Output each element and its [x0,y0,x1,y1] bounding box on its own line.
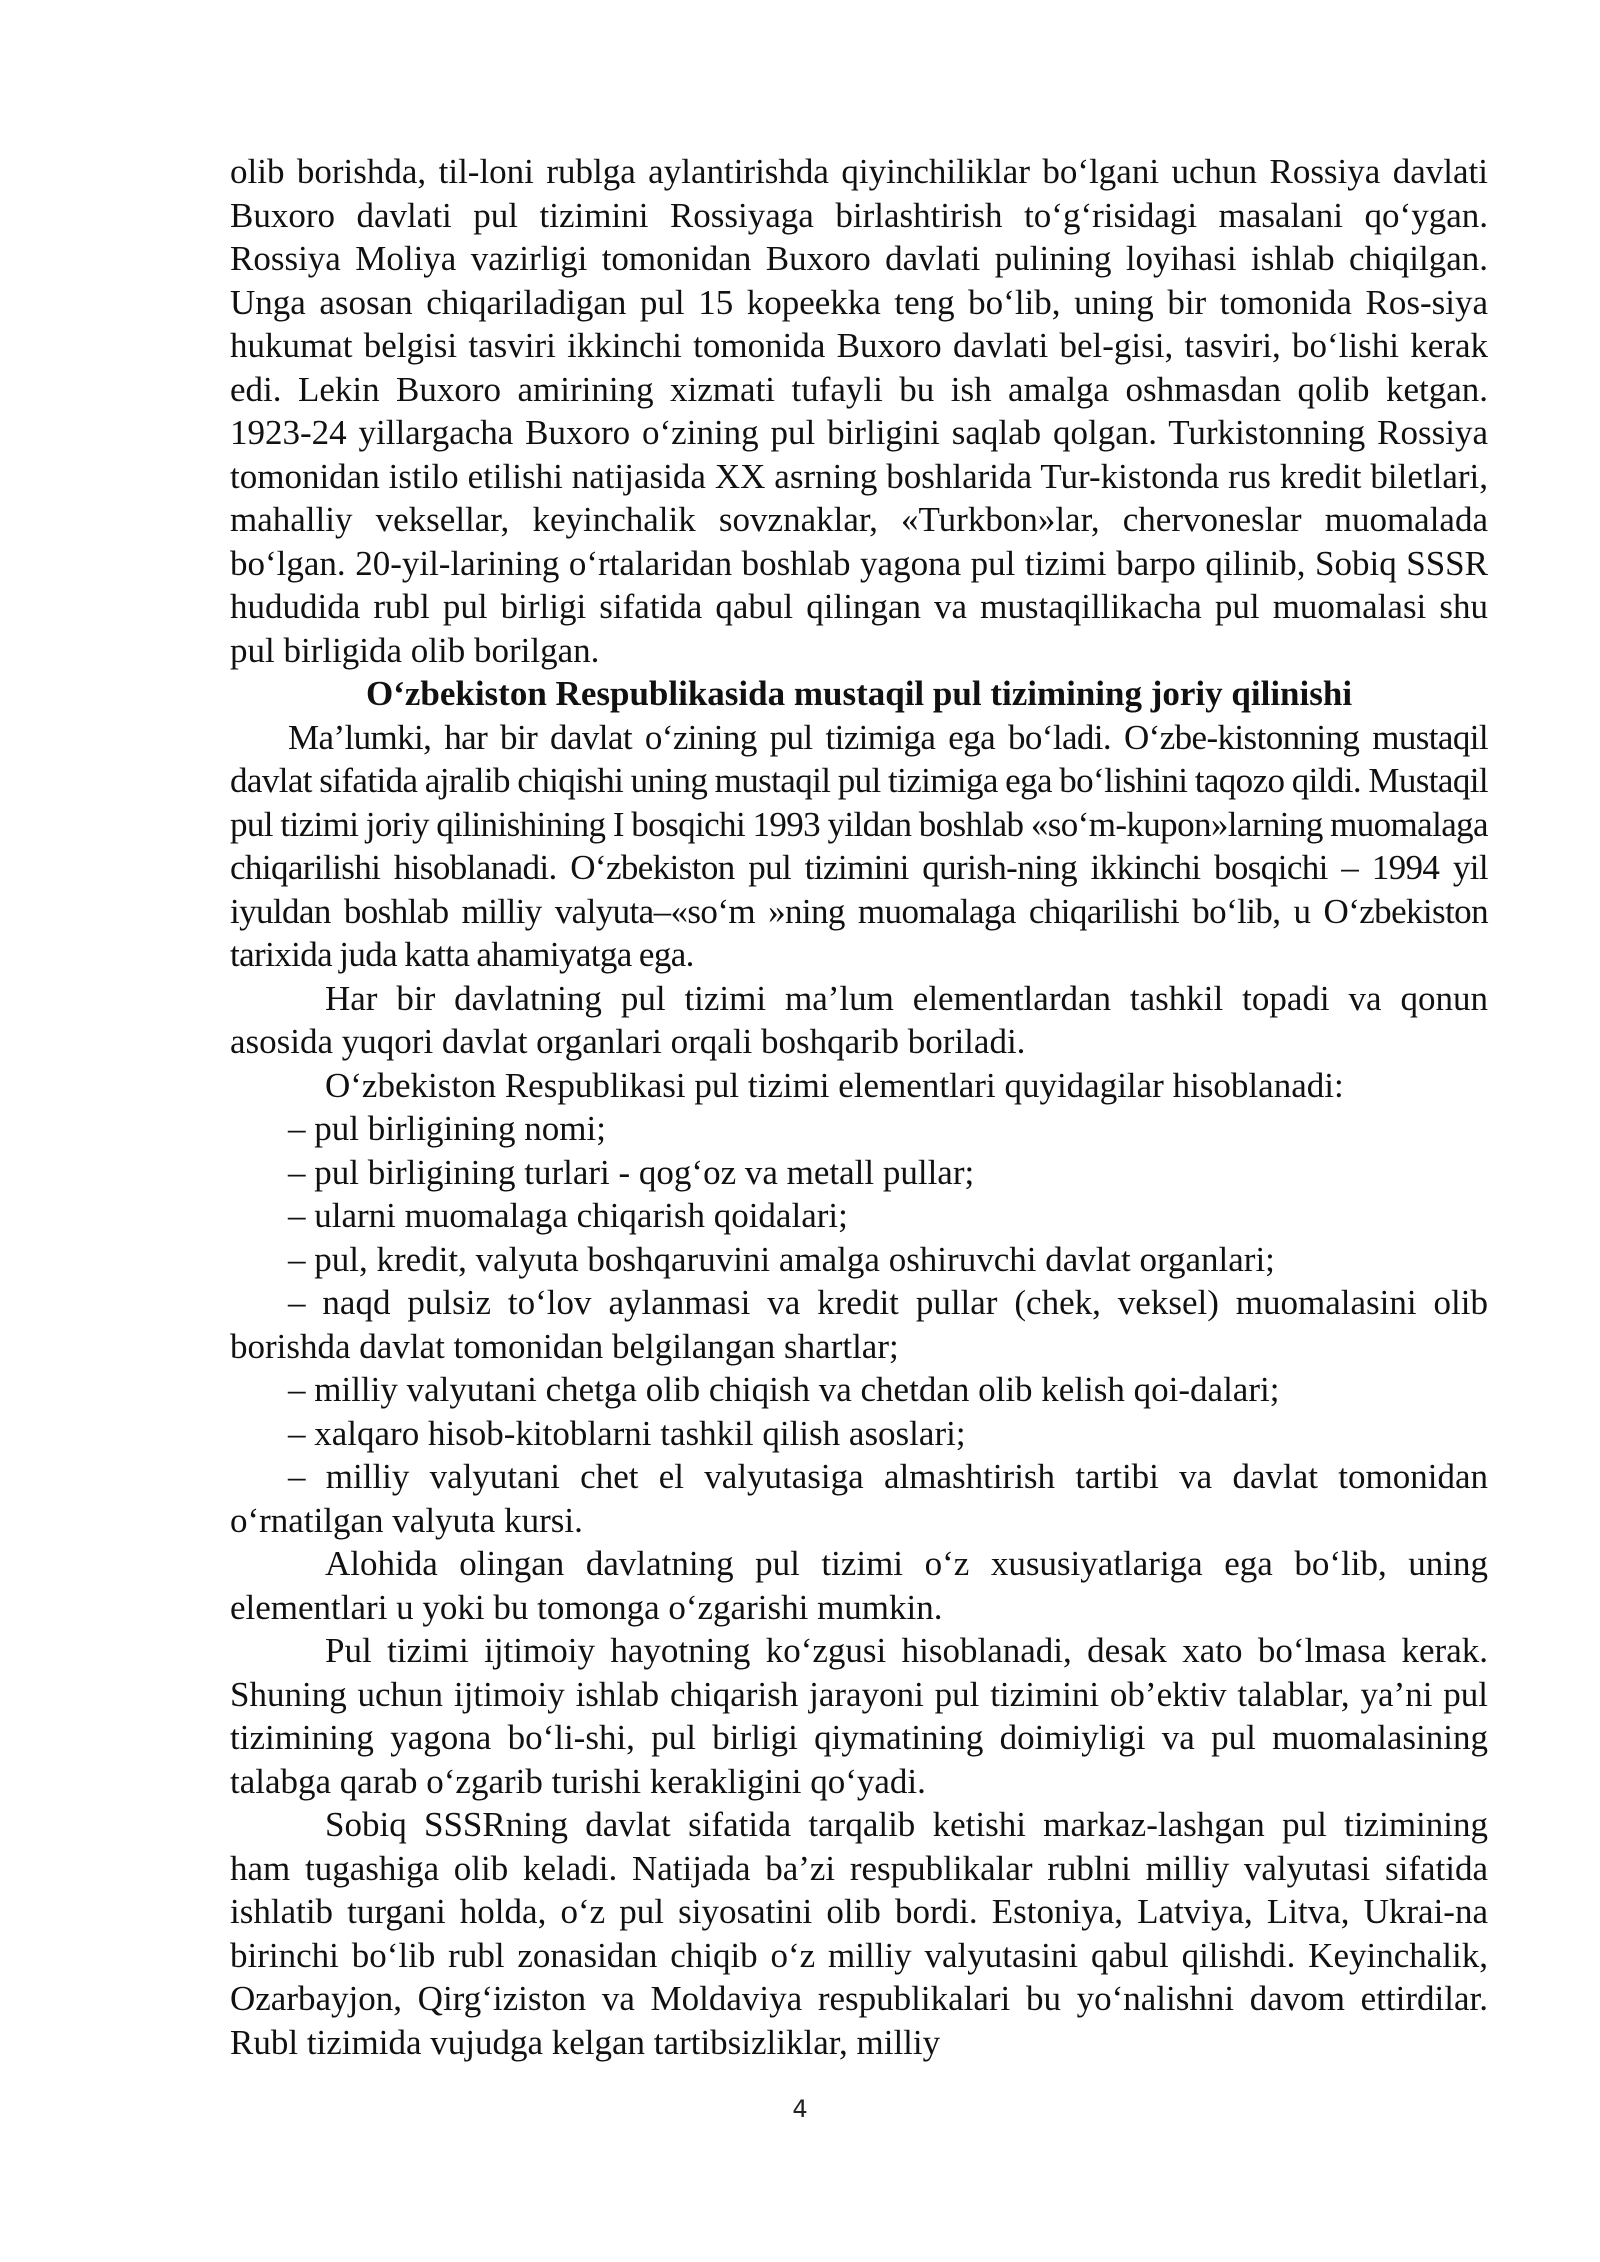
list-item: – pul, kredit, valyuta boshqaruvini amalga oshiruvchi davlat organlari; [288,1239,1275,1279]
paragraph-7: Sobiq SSSRning davlat sifatida tarqalib ketishi markaz-lashgan pul tizimining ham tugashiga olib keladi. Natijada ba’zi respublikalar rublni milliy valyutasi sifatida ishlatib turgani holda, o‘z pul siyosatini olib bordi. Estoniya, Latviya, Litva, Ukrai-na birinchi bo‘lib rubl zonasidan chiqib o‘z milliy valyutasini qabul qilishdi. Keyinchalik, Ozarbayjon, Qirg‘iziston va Moldaviya respublikalari bu yo‘nalishni davom ettirdilar. Rubl tizimida vujudga kelgan tartibsizliklar, milliy [230,1805,1488,2062]
list-item: – ularni muomalaga chiqarish qoidalari; [288,1196,848,1235]
list-item: – pul birligining turlari - qog‘oz va metall pullar; [288,1152,975,1192]
list-item: – pul birligining nomi; [288,1109,606,1148]
page-number: 4 [792,2095,808,2123]
list-item: – xalqaro hisob-kitoblarni tashkil qilish asoslari; [288,1413,966,1453]
list-item: – naqd pulsiz to‘lov aylanmasi va kredit pullar (chek, veksel) muomalasini olib borishda davlat tomonidan belgilangan shartlar; [230,1283,1488,1366]
list-item: – milliy valyutani chet el valyutasiga almashtirish tartibi va davlat tomonidan o‘rnatilgan valyuta kursi. [230,1457,1488,1540]
document-page [230,150,1488,2064]
paragraph-2: Ma’lumki, har bir davlat o‘zining pul tizimiga ega bo‘ladi. O‘zbe-kistonning mustaqil davlat sifatida ajralib chiqishi uning mustaqil pul tizimiga ega bo‘lishini taqozo qildi. Mustaqil pul tizimi joriy qilinishining I bosqichi 1993 yildan boshlab «so‘m-kupon»larning muomalaga chiqarilishi hisoblanadi. O‘zbekiston pul tizimini qurish-ning ikkinchi bosqichi – 1994 yil iyuldan boshlab milliy valyuta–«so‘m »ning muomalaga chiqarilishi bo‘lib, u O‘zbekiston tarixida juda katta ahamiyatga ega. [230,717,1488,974]
paragraph-6: Pul tizimi ijtimoiy hayotning ko‘zgusi hisoblanadi, desak xato bo‘lmasa kerak. Shuning uchun ijtimoiy ishlab chiqarish jarayoni pul tizimini ob’ektiv talablar, ya’ni pul tizimining yagona bo‘li-shi, pul birligi qiymatining doimiyligi va pul muomalasining talabga qarab o‘zgarib turishi kerakligini qo‘yadi. [230,1631,1488,1801]
paragraph-4: O‘zbekiston Respublikasi pul tizimi elementlari quyidagilar hisoblanadi: [325,1065,1344,1105]
paragraph-5: Alohida olingan davlatning pul tizimi o‘z xususiyatlariga ega bo‘lib, uning elementlari u yoki bu tomonga o‘zgarishi mumkin. [230,1544,1488,1627]
paragraph-3: Har bir davlatning pul tizimi ma’lum elementlardan tashkil topadi va qonun asosida yuqori davlat organlari orqali boshqarib boriladi. [230,978,1488,1061]
paragraph-1: olib borishda, til-loni rublga aylantirishda qiyinchiliklar bo‘lgani uchun Rossiya davlati Buxoro davlati pul tizimini Rossiyaga birlashtirish to‘g‘risidagi masalani qo‘ygan. Rossiya Moliya vazirligi tomonidan Buxoro davlati pulining loyihasi ishlab chiqilgan. Unga asosan chiqariladigan pul 15 kopeekka teng bo‘lib, uning bir tomonida Ros-siya hukumat belgisi tasviri ikkinchi tomonida Buxoro davlati bel-gisi, tasviri, bo‘lishi kerak edi. Lekin Buxoro amirining xizmati tufayli bu ish amalga oshmasdan qolib ketgan. 1923-24 yillargacha Buxoro o‘zining pul birligini saqlab qolgan. Turkistonning Rossiya tomonidan istilo etilishi natijasida XX asrning boshlarida Tur-kistonda rus kredit biletlari, mahalliy veksellar, keyinchalik sovznaklar, «Turkbon»lar, chervoneslar muomalada bo‘lgan. 20-yil-larining o‘rtalaridan boshlab yagona pul tizimi barpo qilinib, Sobiq SSSR hududida rubl pul birligi sifatida qabul qilingan va mustaqillikacha pul muomalasi shu pul birligida olib borilgan. [230,152,1488,670]
section-heading: O‘zbekiston Respublikasida mustaqil pul tizimining joriy qilinishi [365,674,1353,713]
list-item: – milliy valyutani chetga olib chiqish va chetdan olib kelish qoi-dalari; [288,1370,1280,1409]
